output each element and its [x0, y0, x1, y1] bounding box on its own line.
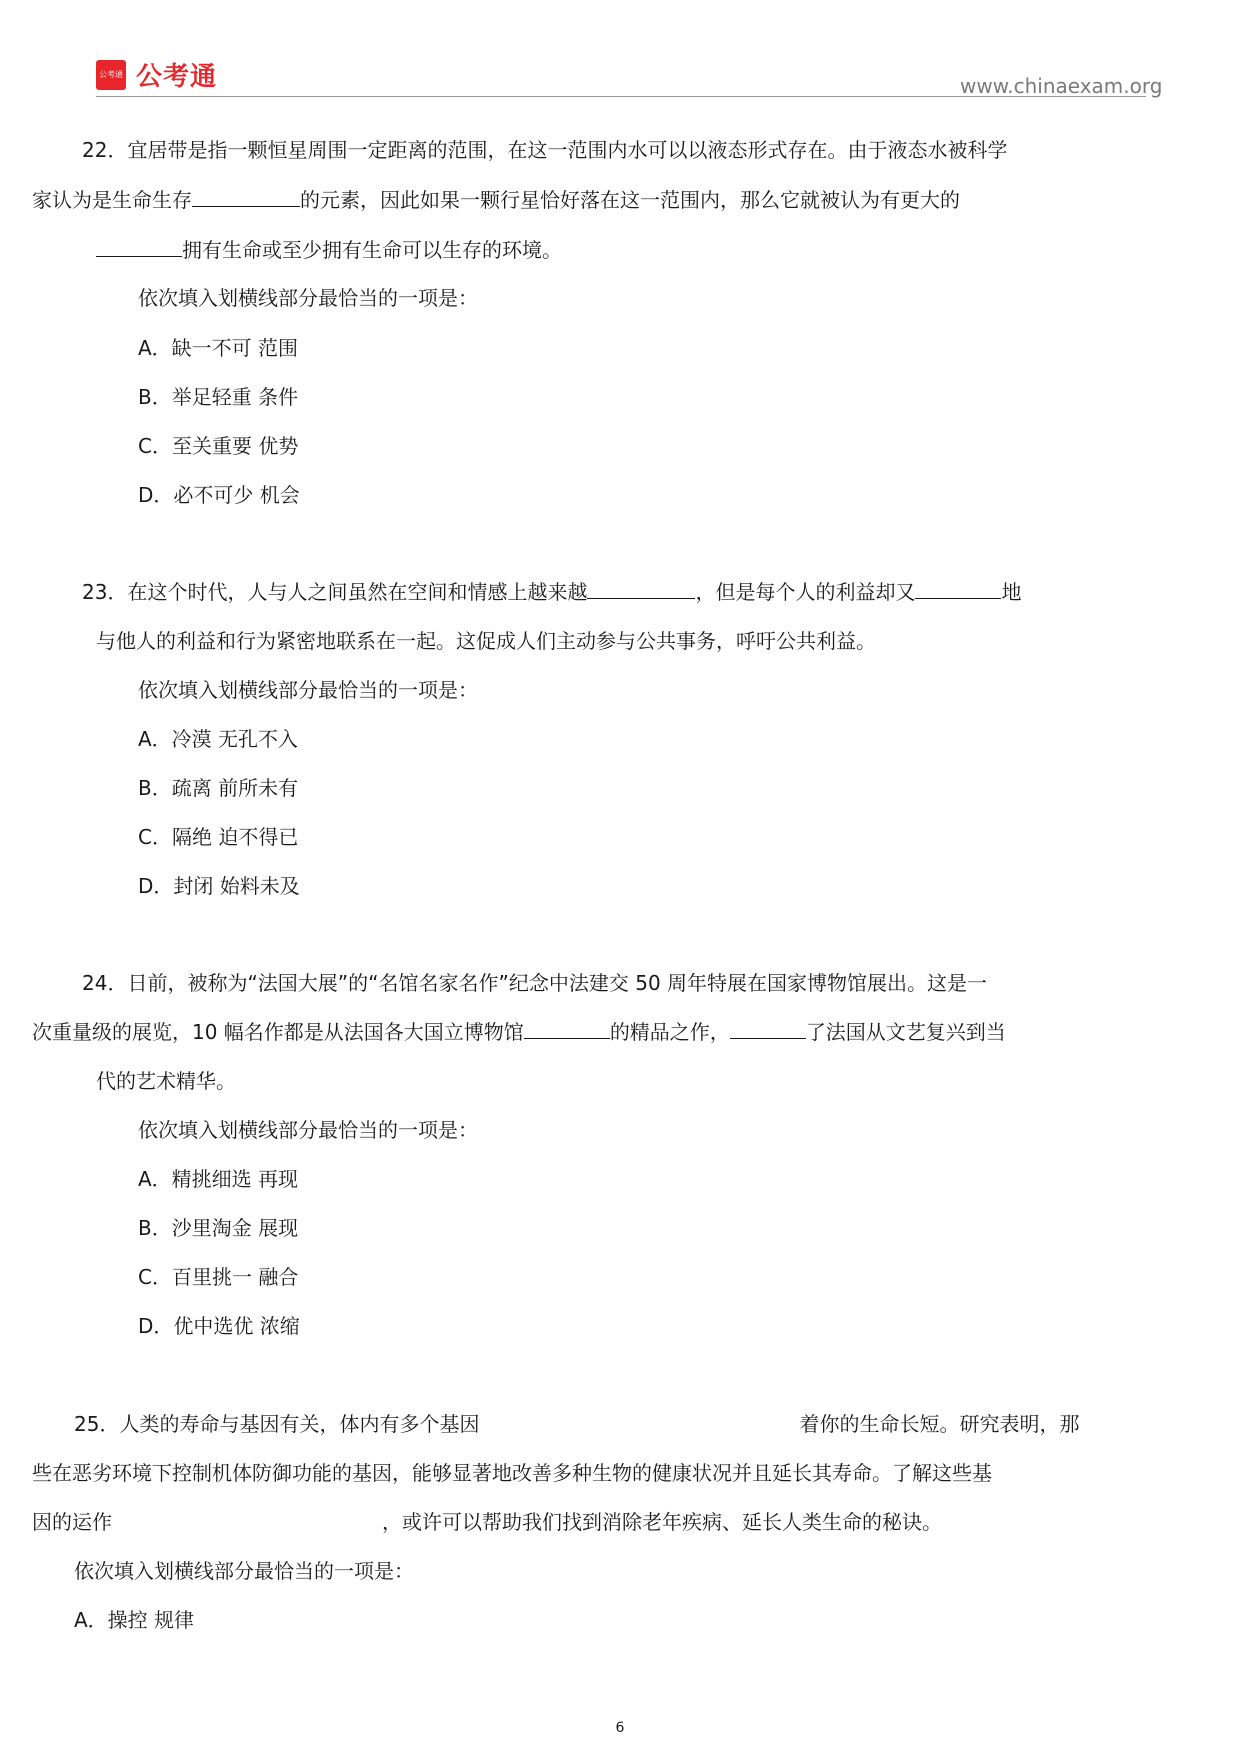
q23-line1 — [82, 580, 1021, 604]
q22-line1: 22．宜居带是指一颗恒星周围一定距离的范围，在这一范围内水可以以液态形式存在。由于液态水被科学 — [82, 138, 1008, 162]
q24-line2 — [32, 1020, 1006, 1044]
q22-line2 — [32, 188, 960, 212]
q23-option-d[interactable]: D．封闭 始料未及 — [138, 874, 300, 898]
q25-line3-text-a: 因的运作 — [32, 1510, 112, 1534]
q25-option-a[interactable]: A．操控 规律 — [74, 1608, 195, 1632]
q23-prompt: 依次填入划横线部分最恰当的一项是： — [138, 678, 478, 702]
q24-option-a[interactable]: A．精挑细选 再现 — [138, 1167, 299, 1191]
q24-blank-1 — [524, 1020, 610, 1039]
q23-line2: 与他人的利益和行为紧密地联系在一起。这促成人们主动参与公共事务，呼吁公共利益。 — [96, 629, 876, 653]
q22-blank-1 — [192, 188, 300, 207]
q23-line1-text-b: ，但是每个人的利益却又 — [695, 580, 916, 604]
q22-option-d[interactable]: D．必不可少 机会 — [138, 483, 300, 507]
q24-prompt: 依次填入划横线部分最恰当的一项是： — [138, 1118, 478, 1142]
page-number: 6 — [615, 1720, 625, 1736]
q22-prompt: 依次填入划横线部分最恰当的一项是： — [138, 286, 478, 310]
q24-blank-2 — [730, 1020, 806, 1039]
q22-blank-2 — [96, 238, 182, 257]
q22-line2-text-a: 家认为是生命生存 — [32, 188, 192, 212]
q25-line1 — [74, 1412, 1079, 1436]
q22-option-b[interactable]: B．举足轻重 条件 — [138, 385, 299, 409]
q24-line3: 代的艺术精华。 — [96, 1069, 236, 1093]
q24-line1: 24．日前，被称为“法国大展”的“名馆名家名作”纪念中法建交 50 周年特展在国家博物馆展出。这是一 — [82, 971, 988, 995]
q22-option-c[interactable]: C．至关重要 优势 — [138, 434, 299, 458]
q25-line1-text-b: 着你的生命长短。研究表明，那 — [799, 1412, 1080, 1436]
q24-line2-text-b: 的精品之作， — [609, 1020, 730, 1044]
site-url: www.chinaexam.org — [960, 74, 1163, 98]
q24-line2-text-a: 次重量级的展览，10 幅名作都是从法国各大国立博物馆 — [32, 1020, 524, 1044]
q23-option-c[interactable]: C．隔绝 迫不得已 — [138, 825, 299, 849]
q23-option-b[interactable]: B．疏离 前所未有 — [138, 776, 299, 800]
q23-line1-text-a: 23．在这个时代，人与人之间虽然在空间和情感上越来越 — [82, 580, 588, 604]
q23-blank-1 — [587, 580, 695, 599]
logo-badge: 公考通 — [96, 60, 126, 90]
logo-text: 公考通 — [136, 62, 218, 92]
q25-prompt: 依次填入划横线部分最恰当的一项是： — [74, 1559, 414, 1583]
q23-option-a[interactable]: A．冷漠 无孔不入 — [138, 727, 299, 751]
q22-line2-text-b: 的元素，因此如果一颗行星恰好落在这一范围内，那么它就被认为有更大的 — [300, 188, 960, 212]
q25-line3 — [32, 1510, 942, 1534]
q23-line1-text-c: 地 — [1001, 580, 1022, 604]
q24-line2-text-c: 了法国从文艺复兴到当 — [805, 1020, 1006, 1044]
q25-line1-text-a: 25．人类的寿命与基因有关，体内有多个基因 — [74, 1412, 480, 1436]
q24-option-c[interactable]: C．百里挑一 融合 — [138, 1265, 299, 1289]
q24-option-d[interactable]: D．优中选优 浓缩 — [138, 1314, 300, 1338]
q22-line3 — [96, 238, 562, 262]
q23-blank-2 — [915, 580, 1001, 599]
q25-line2: 些在恶劣环境下控制机体防御功能的基因，能够显著地改善多种生物的健康状况并且延长其寿命。了解这些基 — [32, 1461, 992, 1485]
q25-line3-text-b: ，或许可以帮助我们找到消除老年疾病、延长人类生命的秘诀。 — [382, 1510, 942, 1534]
q22-line3-text: 拥有生命或至少拥有生命可以生存的环境。 — [182, 238, 562, 262]
q24-option-b[interactable]: B．沙里淘金 展现 — [138, 1216, 299, 1240]
q22-option-a[interactable]: A．缺一不可 范围 — [138, 336, 299, 360]
